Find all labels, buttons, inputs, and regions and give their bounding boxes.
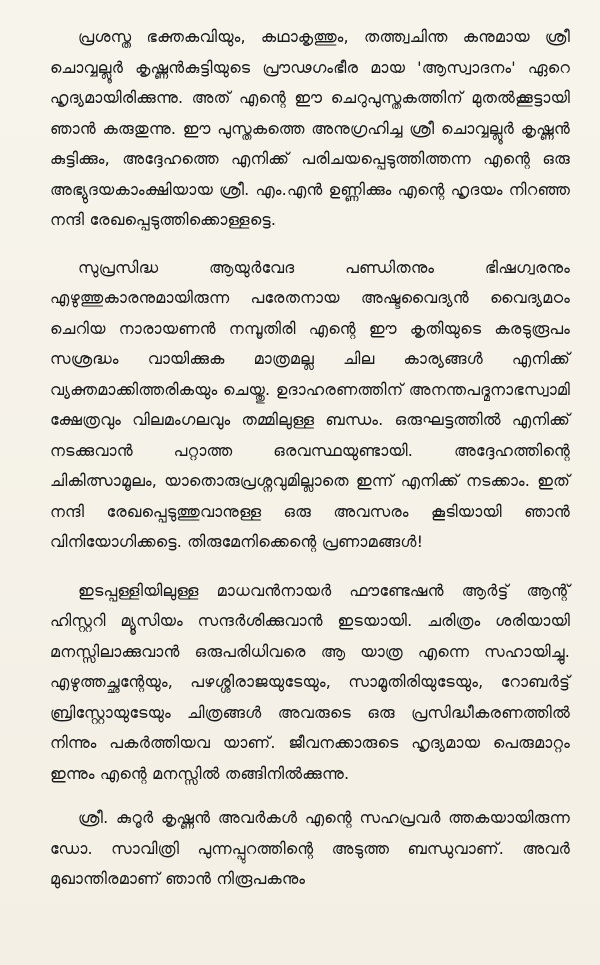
paragraph-acknowledgement-kurur: ശ്രീ. കുറൂർ കൃഷ്ണൻ അവർകൾ എന്റെ സഹപ്രവർ ത്തകയായിരുന്ന ഡോ. സാവിത്രി പുന്നപ്പുറത്തിന്റെ അടുത്ത ബന്ധുവാണ്. അവർ മുഖാന്തിരമാണ് ഞാൻ നിരൂപകനും bbox=[50, 808, 570, 888]
page-text bbox=[50, 22, 570, 895]
paragraph-acknowledgement-museum: ഇടപ്പള്ളിയിലുള്ള മാധവൻനായർ ഫൗണ്ടേഷൻ ആർട്ട് ആന്റ് ഹിസ്റ്ററി മ്യൂസിയം സന്ദർശിക്കുവാൻ ഇടയായി. ചരിത്രം ശരിയായി മനസ്സിലാക്കുവാൻ ഒരുപരിധിവരെ ആ യാത്ര എന്നെ സഹായിച്ചു. എഴുത്തച്ഛന്റേയും, പഴശ്ശിരാജയുടേയും, സാമൂതിരിയുടേയും, റോബർട്ട് ബ്രിസ്റ്റോയുടേയും ചിത്രങ്ങൾ അവരുടെ ഒരു പ്രസിദ്ധീകരണത്തിൽ നിന്നും പകർത്തിയവ യാണ്. ജീവനക്കാരുടെ ഹൃദ്യമായ പെരുമാറ്റം ഇന്നും എന്റെ മനസ്സിൽ തങ്ങിനിൽക്കുന്നു. bbox=[50, 580, 570, 783]
paragraph-acknowledgement-vaidyamadham: സുപ്രസിദ്ധ ആയുർവേദ പണ്ഡിതനും ഭിഷഗ്വരനും എഴുത്തുകാരനുമായിരുന്ന പരേതനായ അഷ്ടവൈദ്യൻ വൈദ്യമഠം ചെറിയ നാരായണൻ നമ്പൂതിരി എന്റെ ഈ കൃതിയുടെ കരടുരൂപം സശ്രദ്ധം വായിക്കുക മാത്രമല്ല ചില കാര്യങ്ങൾ എനിക്ക് വ്യക്തമാക്കിത്തരികയും ചെയ്തു. ഉദാഹരണത്തിന് അനന്തപദ്മനാഭസ്വാമി ക്ഷേത്രവും വിലമംഗലവും തമ്മിലുള്ള ബന്ധം. ഒരുഘട്ടത്തിൽ എനിക്ക് നടക്കുവാൻ പറ്റാത്ത ഒരവസ്ഥയുണ്ടായി. അദ്ദേഹത്തിന്റെ ചികിത്സാമൂലം, യാതൊരുപ്രശ്നവുമില്ലാതെ ഇന്ന് എനിക്ക് നടക്കാം. ഇത് നന്ദി രേഖപ്പെടുത്തുവാനുള്ള ഒരു അവസരം കൂടിയായി ഞാൻ വിനിയോഗിക്കട്ടെ. തിരുമേനിക്കെന്റെ പ്രണാമങ്ങൾ! bbox=[50, 257, 570, 551]
paragraph-acknowledgement-chowallur: പ്രശസ്ത ഭക്തകവിയും, കഥാകൃത്തും, തത്ത്വചിന്ത കനുമായ ശ്രീ ചൊവ്വല്ലൂർ കൃഷ്ണൻകുട്ടിയുടെ പ്രൗഢഗംഭീര മായ 'ആസ്വാദനം' ഏറെ ഹൃദ്യമായിരിക്കുന്നു. അത് എന്റെ ഈ ചെറുപുസ്തകത്തിന് മുതൽക്കൂട്ടായി ഞാൻ കരുതുന്നു. ഈ പുസ്തകത്തെ അനുഗ്രഹിച്ച ശ്രീ ചൊവ്വല്ലൂർ കൃഷ്ണൻ കുട്ടിക്കും, അദ്ദേഹത്തെ എനിക്ക് പരിചയപ്പെടുത്തിത്തന്ന എന്റെ ഒരു അഭ്യുദയകാംക്ഷിയായ ശ്രീ. എം.എൻ ഉണ്ണിക്കും എന്റെ ഹൃദയം നിറഞ്ഞ നന്ദി രേഖപ്പെടുത്തിക്കൊള്ളട്ടെ. bbox=[50, 27, 570, 229]
